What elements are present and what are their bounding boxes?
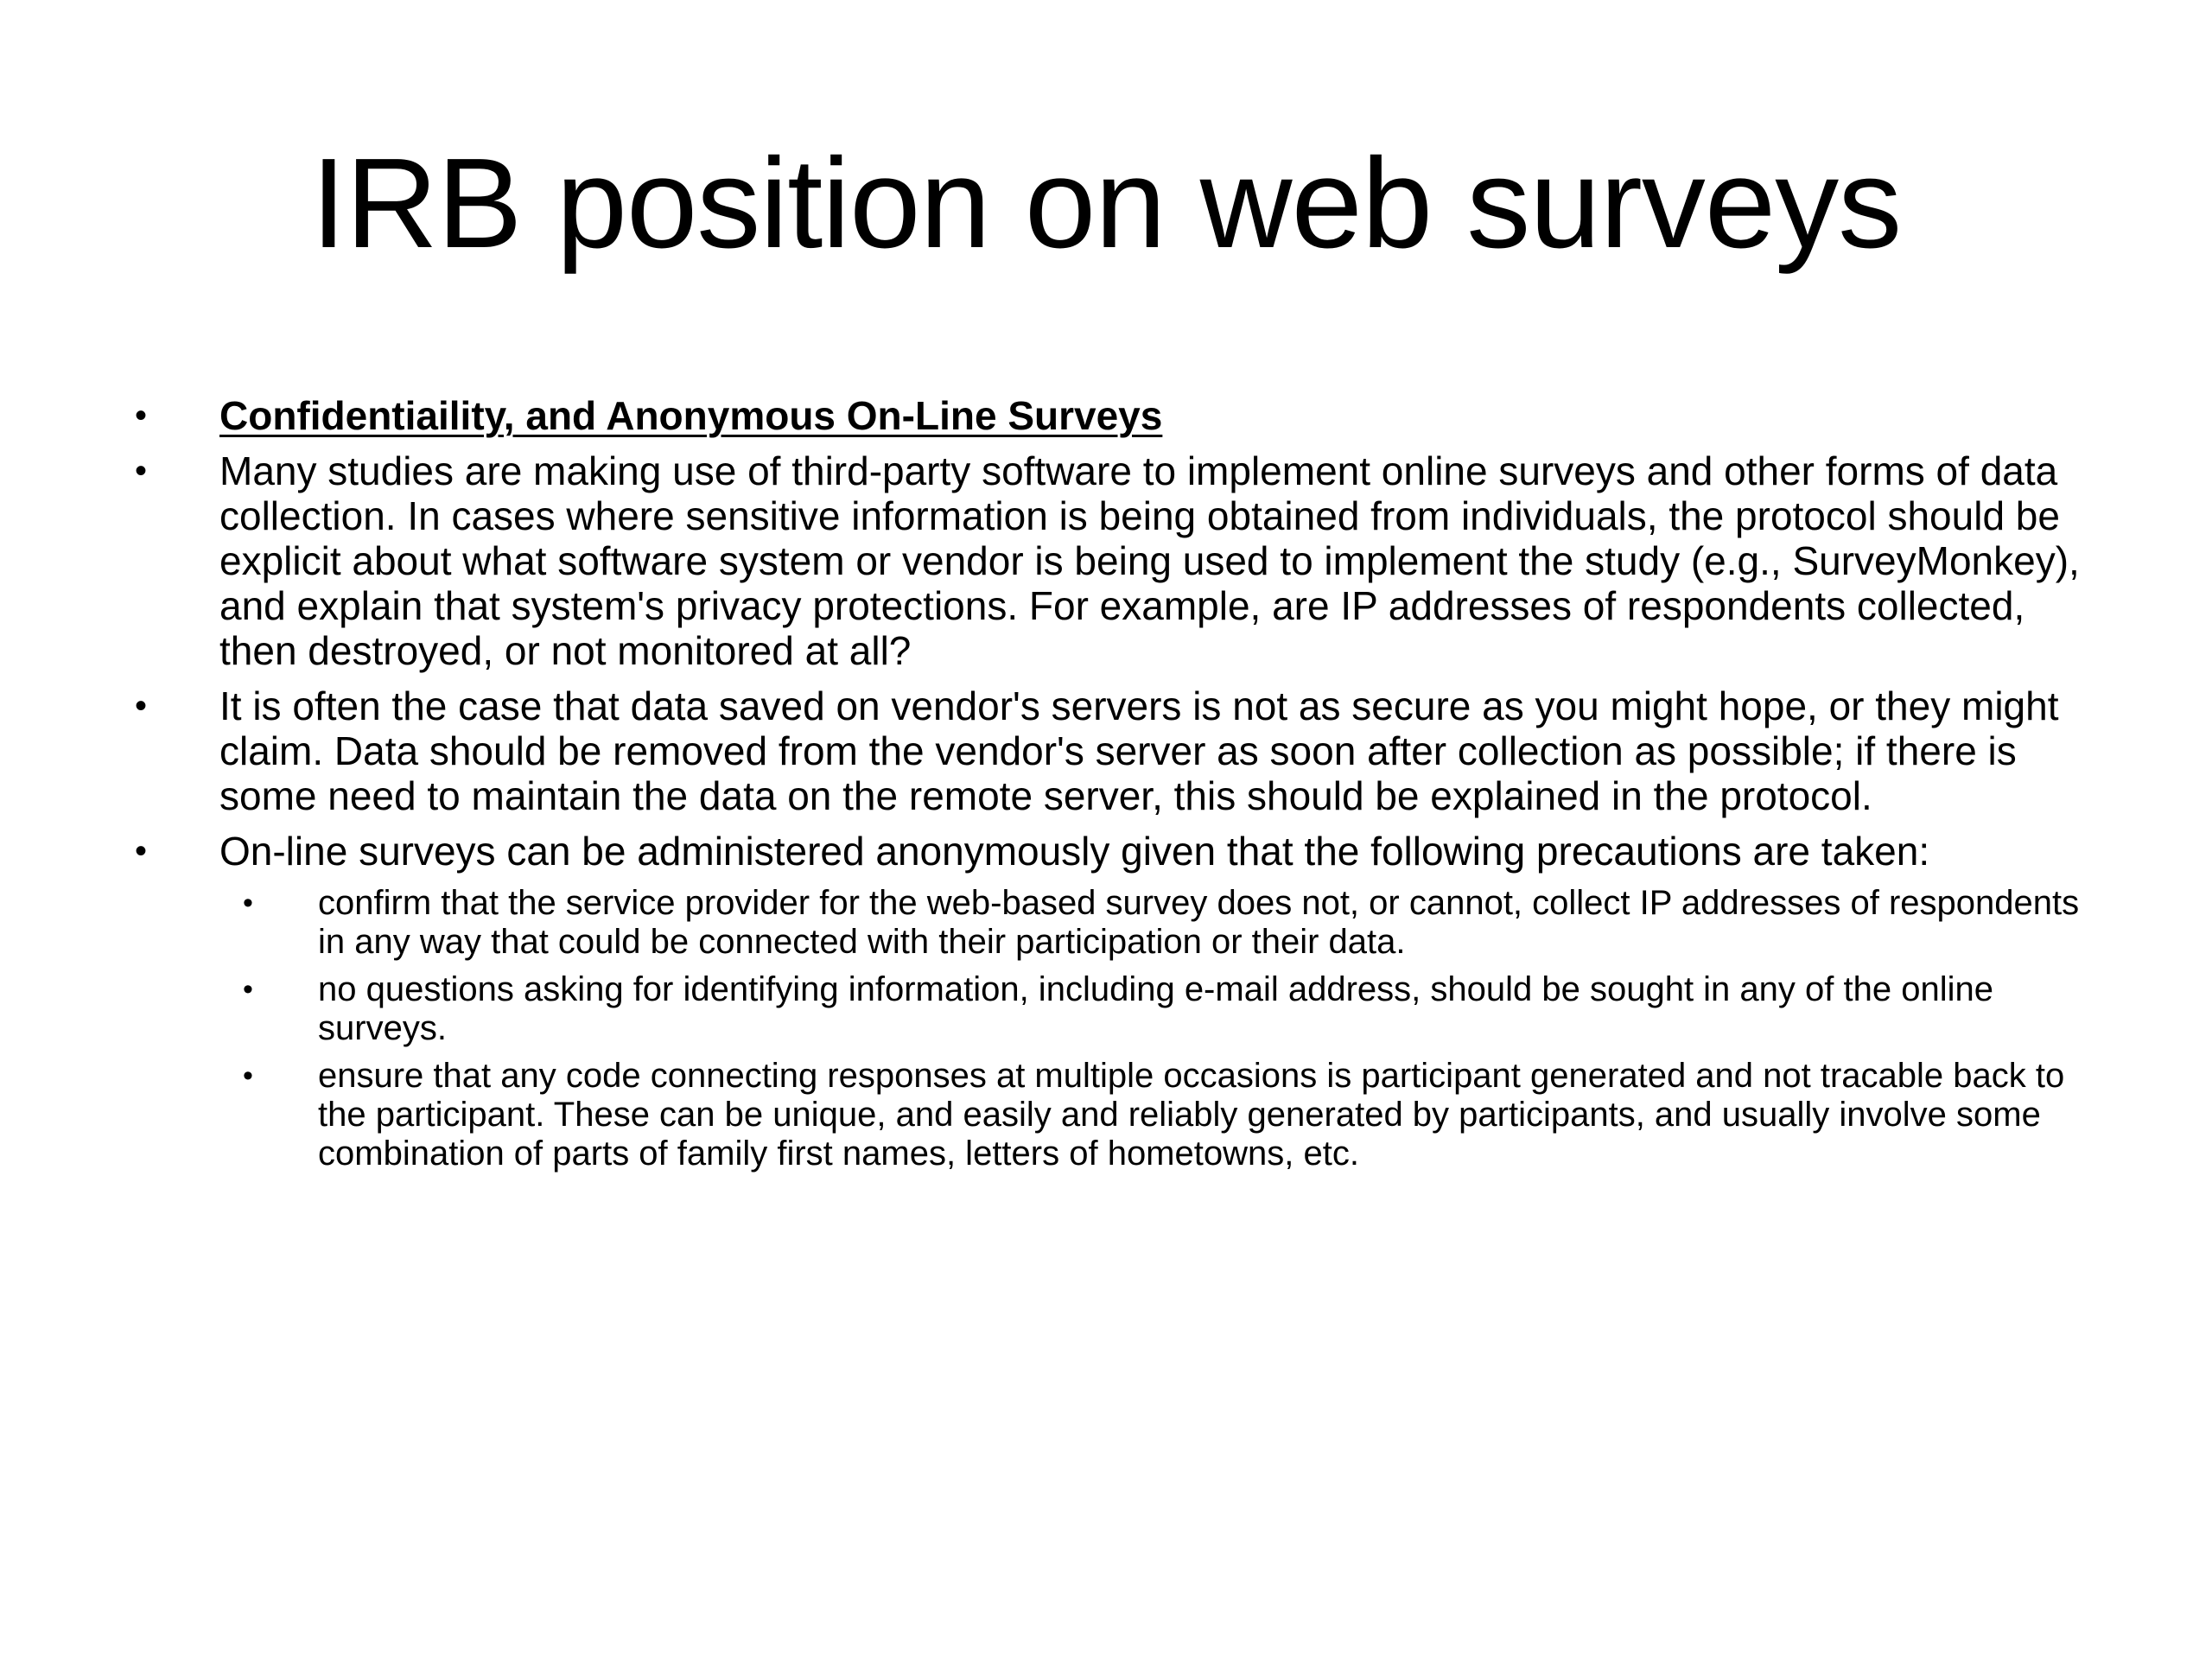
- bullet-icon: •: [135, 832, 148, 870]
- sub-bullet-item-participant-code: [130, 1057, 2100, 1173]
- bullet-item-third-party-software: [130, 448, 2100, 673]
- bullet-item-heading: [130, 393, 2100, 438]
- sub-bullet-text: ensure that any code connecting responses at multiple occasions is participant generated and not tracable back to the participant. These can be unique, and easily and reliably generated by participants, and usually involve some combination of parts of family first names, letters of hometowns, etc.: [318, 1057, 2065, 1173]
- slide-body: [130, 393, 2100, 1182]
- sub-bullet-list: [130, 884, 2100, 1173]
- bullet-text: Many studies are making use of third-party software to implement online surveys and other forms of data collection. In cases where sensitive information is being obtained from individuals, the protocol should be explicit about what software system or vendor is being used to implement the study (e.g., SurveyMonkey), and explain that system's privacy protections. For example, are IP addresses of respondents collected, then destroyed, or not monitored at all?: [219, 448, 2080, 673]
- bullet-item-anonymous-precautions: [130, 829, 2100, 874]
- sub-bullet-icon: •: [243, 973, 253, 1006]
- sub-bullet-text: confirm that the service provider for the web-based survey does not, or cannot, collect IP addresses of respondents in any way that could be connected with their participation or their data.: [318, 884, 2080, 961]
- section-heading: Confidentiaility, and Anonymous On-Line Surveys: [219, 393, 1163, 438]
- bullet-text: On-line surveys can be administered anonymously given that the following precautions are taken:: [219, 829, 1930, 874]
- sub-bullet-icon: •: [243, 887, 253, 919]
- sub-bullet-item-identifying-info: [130, 970, 2100, 1048]
- bullet-text: It is often the case that data saved on vendor's servers is not as secure as you might hope, or they might claim. Data should be removed from the vendor's server as soon after collection as possible; if there is some need to maintain the data on the remote server, this should be explained in the protocol.: [219, 683, 2059, 818]
- bullet-icon: •: [135, 687, 148, 725]
- bullet-icon: •: [135, 397, 148, 435]
- bullet-item-vendor-servers: [130, 683, 2100, 818]
- slide-title: IRB position on web surveys: [310, 132, 1902, 275]
- sub-bullet-icon: •: [243, 1059, 253, 1092]
- sub-bullet-item-ip-addresses: [130, 884, 2100, 962]
- sub-bullet-text: no questions asking for identifying information, including e-mail address, should be sought in any of the online surveys.: [318, 970, 1993, 1047]
- bullet-icon: •: [135, 452, 148, 490]
